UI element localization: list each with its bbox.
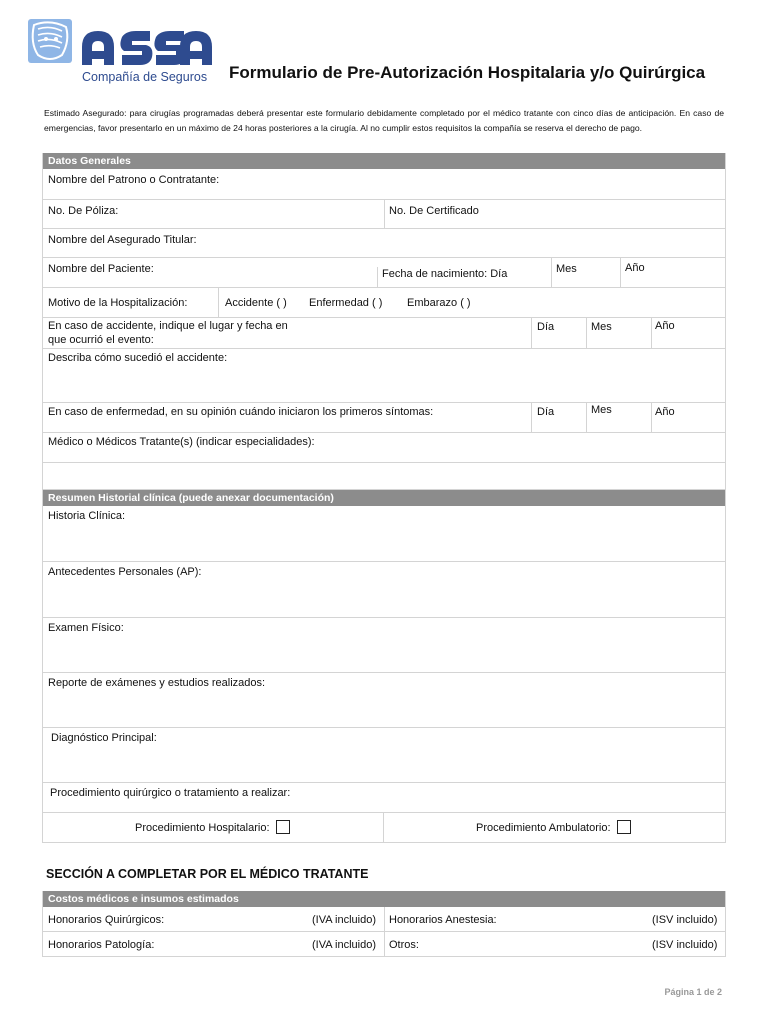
label-anio: Año <box>655 406 675 418</box>
label-motivo: Motivo de la Hospitalización: <box>48 297 188 309</box>
label-isv-1: (ISV incluido) <box>652 914 718 926</box>
row-medicos[interactable] <box>43 433 725 463</box>
section-header-datos-generales: Datos Generales <box>43 153 725 169</box>
label-iva-2: (IVA incluido) <box>312 939 376 951</box>
company-tagline: Compañía de Seguros <box>82 70 208 84</box>
label-historia: Historia Clínica: <box>48 510 126 522</box>
page-number: Página 1 de 2 <box>664 987 722 997</box>
label-accidente-lugar-1: En caso de accidente, indique el lugar y fecha en <box>48 320 288 332</box>
label-examen: Examen Físico: <box>48 622 124 634</box>
label-iva-1: (IVA incluido) <box>312 914 376 926</box>
checkbox-proc-hospitalario[interactable] <box>276 820 290 834</box>
label-hon-anestesia: Honorarios Anestesia: <box>389 914 497 926</box>
row-accidente-lugar[interactable] <box>43 318 725 349</box>
row-paciente[interactable] <box>43 258 725 288</box>
label-otros: Otros: <box>389 939 419 951</box>
row-blank[interactable] <box>43 463 725 490</box>
costos-table <box>42 891 726 957</box>
label-paciente: Nombre del Paciente: <box>48 263 154 275</box>
label-poliza: No. De Póliza: <box>48 205 119 217</box>
label-mes: Mes <box>591 321 612 333</box>
label-reporte: Reporte de exámenes y estudios realizados: <box>48 677 266 689</box>
row-honorarios-2[interactable] <box>43 932 725 957</box>
label-procedimiento: Procedimiento quirúrgico o tratamiento a realizar: <box>50 787 291 799</box>
label-dia: Día <box>537 406 555 418</box>
row-historia-clinica[interactable] <box>43 506 725 562</box>
label-mes: Mes <box>556 263 577 275</box>
row-antecedentes[interactable] <box>43 562 725 618</box>
label-certificado: No. De Certificado <box>389 205 479 217</box>
label-anio: Año <box>655 320 675 332</box>
row-procedimiento[interactable] <box>43 783 725 813</box>
row-enfermedad-sintomas[interactable] <box>43 403 725 433</box>
section-title-medico-tratante: SECCIÓN A COMPLETAR POR EL MÉDICO TRATANTE <box>46 867 369 881</box>
label-mes: Mes <box>591 404 612 416</box>
label-medicos: Médico o Médicos Tratante(s) (indicar especialidades): <box>48 436 315 448</box>
checkbox-embarazo[interactable]: Embarazo ( ) <box>407 297 471 309</box>
row-examen-fisico[interactable] <box>43 618 725 673</box>
row-describa-accidente[interactable] <box>43 349 725 403</box>
label-enfermedad-sintomas: En caso de enfermedad, en su opinión cuándo iniciaron los primeros síntomas: <box>48 406 434 418</box>
label-patrono: Nombre del Patrono o Contratante: <box>48 174 220 186</box>
label-isv-2: (ISV incluido) <box>652 939 718 951</box>
intro-text: Estimado Asegurado: para cirugías programadas deberá presentar este formulario debidamente completado por el médico tratante con cinco días de anticipación. En caso de emergencias, favor presentarlo en un máximo de 24 horas posteriores a la cirugía. Al no cumplir estos requisitos la compañía se reserva el derecho de pago. <box>44 108 724 133</box>
label-proc-hospitalario: Procedimiento Hospitalario: <box>135 820 290 835</box>
label-proc-ambulatorio: Procedimiento Ambulatorio: <box>476 820 631 835</box>
label-diagnostico: Diagnóstico Principal: <box>51 732 157 744</box>
label-antecedentes: Antecedentes Personales (AP): <box>48 566 202 578</box>
section-header-costos: Costos médicos e insumos estimados <box>43 891 725 907</box>
row-poliza[interactable] <box>43 200 725 229</box>
label-hon-quirurgicos: Honorarios Quirúrgicos: <box>48 914 165 926</box>
checkbox-enfermedad[interactable]: Enfermedad ( ) <box>309 297 383 309</box>
label-anio: Año <box>625 262 645 274</box>
label-hon-patologia: Honorarios Patología: <box>48 939 155 951</box>
checkbox-accidente[interactable]: Accidente ( ) <box>225 297 287 309</box>
row-diagnostico[interactable] <box>43 728 725 783</box>
row-asegurado[interactable] <box>43 229 725 258</box>
label-describa: Describa cómo sucedió el accidente: <box>48 352 228 364</box>
label-asegurado: Nombre del Asegurado Titular: <box>48 234 197 246</box>
label-dia: Día <box>537 321 555 333</box>
label-fecha-nacimiento: Fecha de nacimiento: Día <box>382 268 508 280</box>
section-header-historial: Resumen Historial clínica (puede anexar documentación) <box>43 490 725 506</box>
row-honorarios-1[interactable] <box>43 907 725 932</box>
row-reporte-examenes[interactable] <box>43 673 725 728</box>
label-accidente-lugar-2: que ocurrió el evento: <box>48 334 154 346</box>
checkbox-proc-ambulatorio[interactable] <box>617 820 631 834</box>
form-title: Formulario de Pre-Autorización Hospitalaria y/o Quirúrgica <box>229 63 706 82</box>
row-patrono[interactable] <box>43 169 725 200</box>
datos-generales-table <box>42 153 726 843</box>
row-motivo[interactable] <box>43 288 725 318</box>
row-tipo-procedimiento <box>43 813 725 843</box>
